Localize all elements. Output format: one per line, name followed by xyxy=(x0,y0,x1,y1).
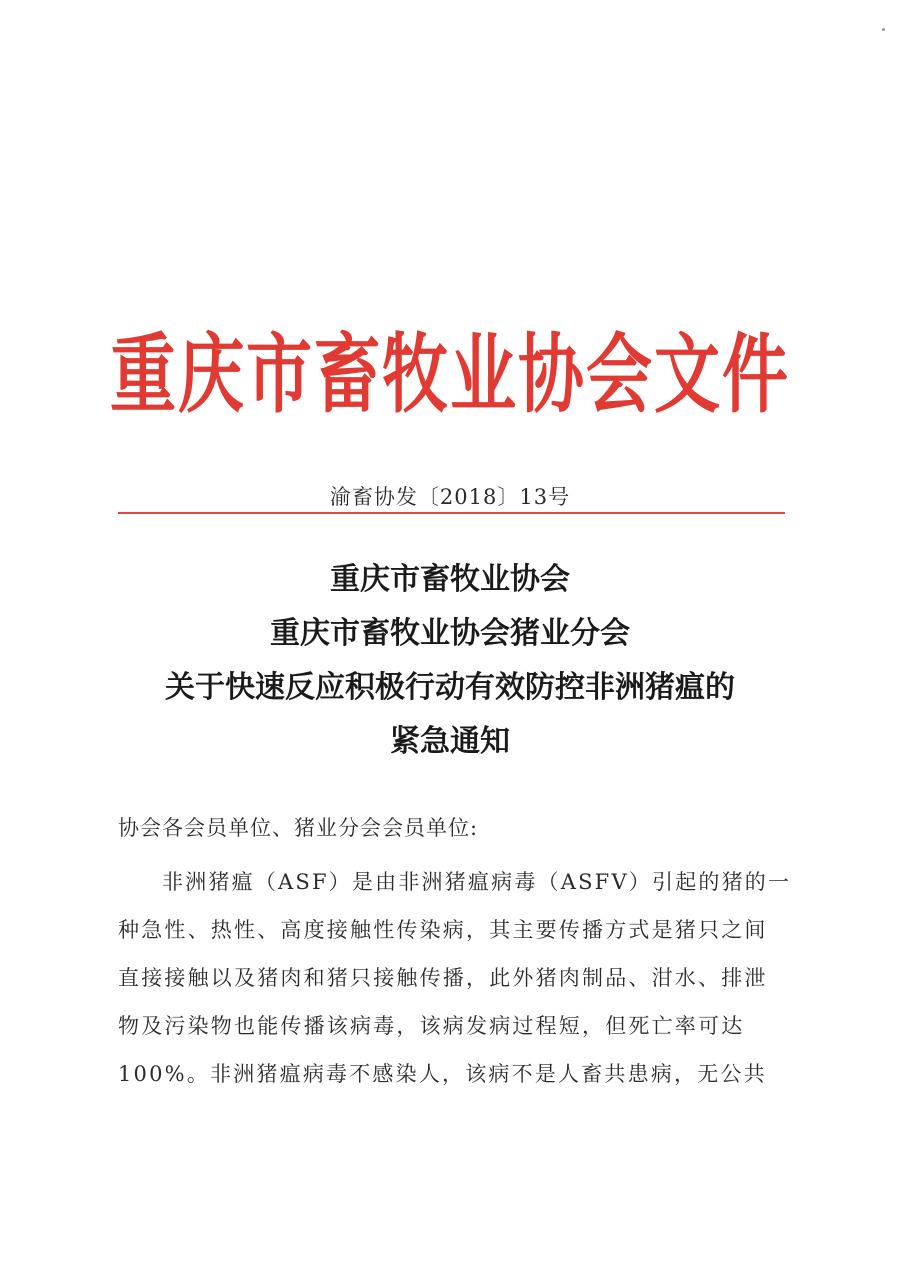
body-line: 种急性、热性、高度接触性传染病，其主要传播方式是猪只之间 xyxy=(118,918,768,942)
subject-line: 紧急通知 xyxy=(390,724,510,759)
subject-line: 关于快速反应积极行动有效防控非洲猪瘟的 xyxy=(165,670,735,705)
document-header-title: 重庆市畜牧业协会文件 xyxy=(110,324,790,425)
body-line: 100%。非洲猪瘟病毒不感染人，该病不是人畜共患病，无公共 xyxy=(118,1062,767,1086)
body-paragraph xyxy=(118,858,798,1098)
body-line: 非洲猪瘟（ASF）是由非洲猪瘟病毒（ASFV）引起的猪的一 xyxy=(162,870,792,894)
notice-subject xyxy=(0,553,900,769)
body-line: 物及污染物也能传播该病毒，该病发病过程短，但死亡率可达 xyxy=(118,1014,745,1038)
scan-speck xyxy=(882,28,885,31)
body-line: 直接接触以及猪肉和猪只接触传播，此外猪肉制品、泔水、排泄 xyxy=(118,966,768,990)
document-number: 渝畜协发〔2018〕13号 xyxy=(329,485,571,509)
subject-line: 重庆市畜牧业协会猪业分会 xyxy=(270,616,630,651)
subject-line: 重庆市畜牧业协会 xyxy=(330,562,570,597)
salutation: 协会各会员单位、猪业分会会员单位: xyxy=(118,816,479,840)
red-divider-line xyxy=(118,512,785,514)
